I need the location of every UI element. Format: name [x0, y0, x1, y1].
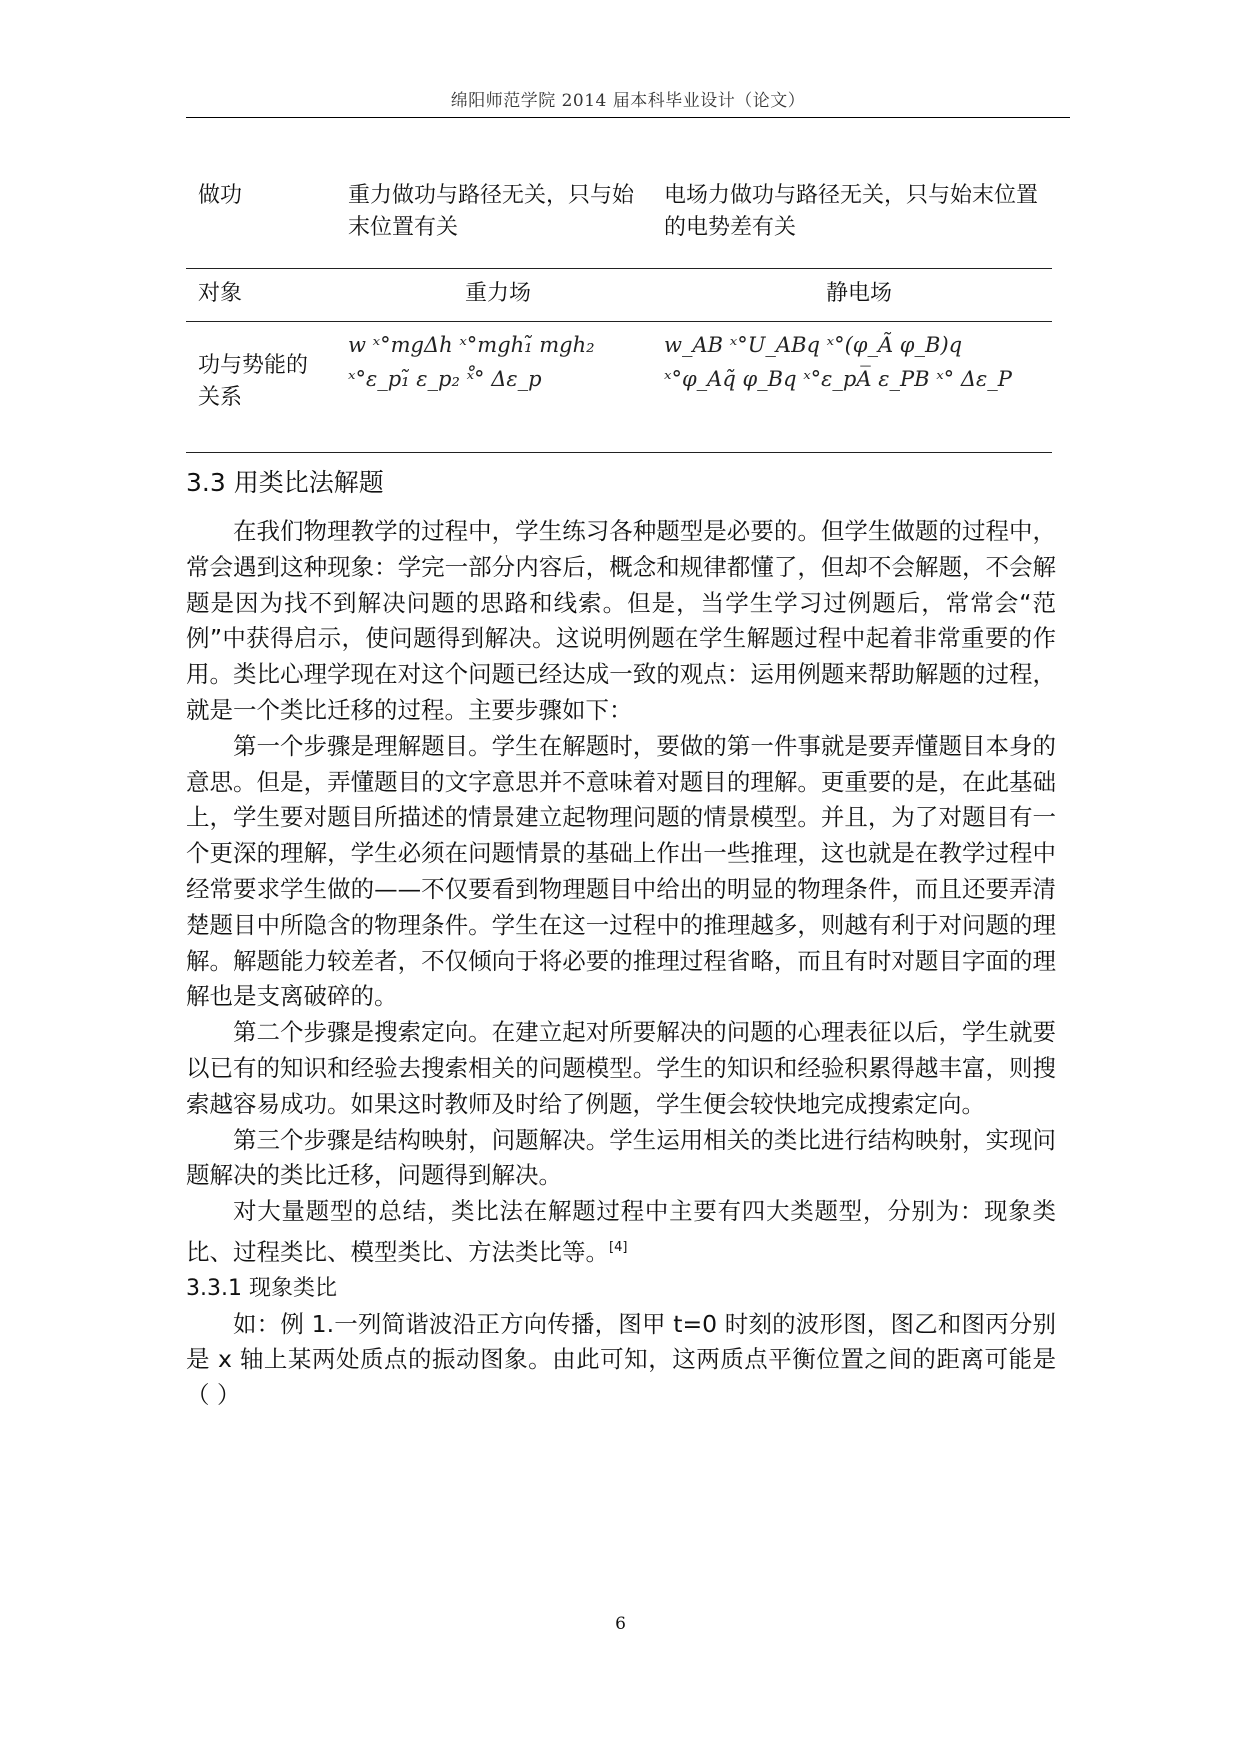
table-row-work — [186, 180, 1052, 268]
page-number: 6 — [615, 1614, 626, 1634]
cell-relation-label: 功与势能的关系 — [198, 353, 309, 410]
document-header: 绵阳师范学院 2014 届本科毕业设计（论文） — [450, 91, 806, 111]
electric-formula-line-1: w_AB ˣ°U_ABq ˣ°(φ_Ã φ_B)q — [664, 333, 963, 357]
body-paragraph: 第二个步骤是搜索定向。在建立起对所要解决的问题的心理表征以后，学生就要以已有的知识和经验去搜索相关的问题模型。学生的知识和经验积累得越丰富，则搜索越容易成功。如果这时教师及时给了例题，学生便会较快地完成搜索定向。 — [186, 1018, 1056, 1118]
cell-work-gravity: 重力做功与路径无关，只与始末位置有关 — [348, 183, 635, 240]
table-row-relation — [186, 322, 1052, 453]
header-gravity-field: 重力场 — [464, 281, 531, 306]
example-paragraph: 如：例 1.一列简谐波沿正方向传播，图甲 t=0 时刻的波形图，图乙和图丙分别是 x 轴上某两处质点的振动图象。由此可知，这两质点平衡位置之间的距离可能是（ ） — [186, 1309, 1056, 1410]
body-paragraph: 第一个步骤是理解题目。学生在解题时，要做的第一件事就是要弄懂题目本身的意思。但是，弄懂题目的文字意思并不意味着对题目的理解。更重要的是，在此基础上，学生要对题目所描述的情景建立起物理问题的情景模型。并且，为了对题目有一个更深的理解，学生必须在问题情景的基础上作出一些推理，这也就是在教学过程中经常要求学生做的——不仅要看到物理题目中给出的明显的物理条件，而且还要弄清楚题目中所隐含的物理条件。学生在这一过程中的推理越多，则越有利于对问题的理解。解题能力较差者，不仅倾向于将必要的推理过程省略，而且有时对题目字面的理解也是支离破碎的。 — [186, 731, 1056, 1011]
table-header-row — [186, 268, 1052, 322]
cell-work-electric: 电场力做功与路径无关，只与始末位置的电势差有关 — [664, 183, 1039, 240]
section-title: 3.3 用类比法解题 — [186, 468, 384, 497]
electric-formula-line-2: ˣ°φ_Aq̃ φ_Bq ˣ°ε_pA̅ ε_PB ˣ° Δε_P — [664, 367, 1012, 391]
citation-marker: [4] — [609, 1239, 628, 1255]
gravity-formula-line-2: ˣ°ε_p₁̃ ε_p₂ ˣ̊° Δε_p — [348, 367, 542, 391]
gravity-formula-line-1: w ˣ°mgΔh ˣ°mgh₁̃ mgh₂ — [348, 333, 595, 357]
body-paragraph: 对大量题型的总结，类比法在解题过程中主要有四大类题型，分别为：现象类比、过程类比、模型类比、方法类比等。 — [186, 1197, 1056, 1266]
body-paragraph-with-citation — [186, 1194, 1056, 1271]
section-body — [186, 514, 1056, 1414]
body-paragraph: 在我们物理教学的过程中，学生练习各种题型是必要的。但学生做题的过程中，常会遇到这种现象：学完一部分内容后，概念和规律都懂了，但却不会解题，不会解题是因为找不到解决问题的思路和线索。但是，当学生学习过例题后，常常会“范例”中获得启示，使问题得到解决。这说明例题在学生解题过程中起着非常重要的作用。类比心理学现在对这个问题已经达成一致的观点：运用例题来帮助解题的过程，就是一个类比迁移的过程。主要步骤如下： — [186, 517, 1056, 724]
subsection-title: 3.3.1 现象类比 — [186, 1275, 337, 1301]
body-paragraph: 第三个步骤是结构映射，问题解决。学生运用相关的类比进行结构映射，实现问题解决的类比迁移，问题得到解决。 — [186, 1125, 1056, 1190]
header-object: 对象 — [198, 281, 243, 306]
header-divider — [186, 117, 1070, 118]
cell-work-label: 做功 — [198, 183, 243, 208]
header-electric-field: 静电场 — [825, 281, 892, 306]
comparison-table — [186, 180, 1052, 453]
